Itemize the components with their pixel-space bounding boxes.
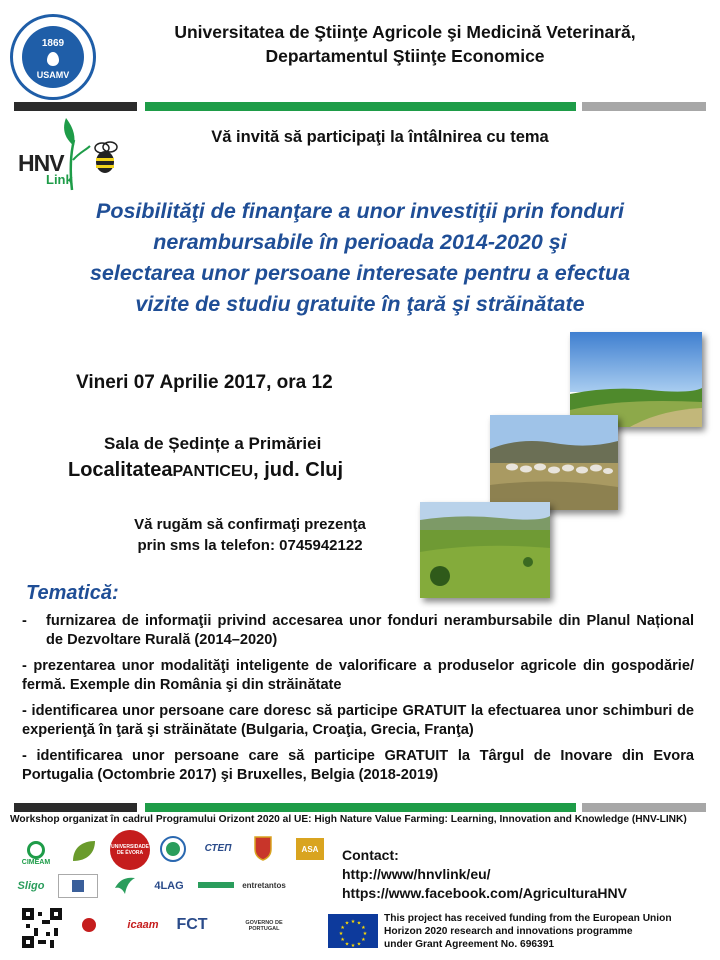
icaam-logo [118,914,168,936]
hnv-link-text: Link [46,172,73,187]
venue-locality-name: PANTICEU [172,463,254,480]
divider-green [145,102,576,111]
sligo-label: Sligo [17,880,45,892]
hnv-letters: HNV [18,150,64,176]
hnv-link-logo [16,116,126,192]
svg-text:★: ★ [361,925,366,931]
svg-text:★: ★ [356,941,362,948]
university-name [100,20,710,68]
entretantos-label: entretantos [242,880,286,890]
list-marker: - [22,613,27,629]
green-partner-icon [196,876,236,894]
university-partner-icon [58,874,98,898]
divider-dark [14,803,137,812]
divider-gray [582,102,706,111]
bird-partner-icon [112,870,138,900]
divider-dark [14,102,137,111]
globe-partner-icon [160,836,186,862]
lag-label: 4LAG [154,880,184,892]
asa-logo [296,838,324,860]
funding-line-3: under Grant Agreement No. 696391 [384,939,555,950]
list-item: - prezentarea unor modalităţi inteligente de valorificare a produselor agricole din gospodărie/ fermă. Exemple din România şi din străinătate [22,658,694,693]
qr-code [22,908,62,948]
confirm-line-1: Vă rugăm să confirmaţi prezenţa [134,516,366,533]
governo-portugal-logo [238,914,290,938]
venue-locality-suffix: , jud. Cluj [253,459,344,481]
step-logo [196,838,240,858]
venue-hall: Sala de Ședințe a Primăriei [104,434,322,453]
svg-text:★: ★ [350,919,356,925]
logo-abbr: USAMV [36,70,70,80]
tematica-heading: Tematică: [26,582,119,604]
invitation-text: Vă invită să participaţi la întâlnirea cu tema [211,128,549,146]
svg-text:★: ★ [340,925,345,931]
svg-text:★: ★ [361,937,366,943]
svg-text:★: ★ [344,920,350,927]
step-label: СТЕП [204,842,232,854]
svg-text:★: ★ [362,931,368,937]
workshop-note: Workshop organizat în cadrul Programului Orizont 2020 al UE: High Nature Value Farming: Learning, Innovation and Knowledge (HNV-LINK) [10,814,687,825]
venue-locality [68,459,408,482]
topics-list [22,612,694,792]
portugal-label: GOVERNO DE PORTUGAL [245,920,283,932]
university-line-2: Departamentul Ştiinţe Economice [265,46,545,66]
logo-year: 1869 [41,38,65,49]
university-line-1: Universitatea de Ştiinţe Agricole şi Medicină Veterinară, [174,22,636,42]
evora-small-icon [82,918,96,932]
list-item: - identificarea unor persoane care să participe GRATUIT la Târgul de Inovare din Evora Portugalia (Octombrie 2017) şi Bruxelles, Belgia (2018-2019) [22,748,694,783]
usamv-logo [10,14,96,100]
svg-text:★: ★ [344,941,350,948]
crest-partner-icon [252,834,274,862]
divider-gray [582,803,706,812]
landscape-photo-fields [570,332,702,427]
theme-title-line: selectarea unor persoane interesate pentru a efectua [89,261,631,285]
contact-website-link[interactable]: http://www/hnvlink/eu/ [342,866,491,882]
entretantos-logo [240,876,288,894]
svg-text:★: ★ [350,943,356,948]
theme-title-line: vizite de studiu gratuite în ţară şi străinătate [135,292,585,316]
theme-title-line: nerambursabile în perioada 2014-2020 şi [153,230,567,254]
leaf-partner-icon [68,836,100,866]
landscape-photo-sheep [490,415,618,510]
theme-title-line: Posibilităţi de finanţare a unor investiţii prin fonduri [96,199,624,223]
venue-locality-prefix: Localitatea [68,459,173,481]
list-item [22,612,694,650]
contact-label: Contact: [342,847,399,863]
confirm-line-2: prin sms la telefon: 0745942122 [137,537,363,554]
evora-label: UNIVERSIDADE DE ÉVORA [111,844,149,856]
topic-text: furnizarea de informaţii privind accesarea unor fonduri nerambursabile din Planul Național de Dezvoltare Rurală (2014–2020) [46,613,694,648]
lag-logo [152,874,186,898]
fct-label: FCT [176,916,208,933]
drop-icon [47,52,59,66]
evora-university-logo [110,830,150,870]
cimeam-logo [20,834,52,872]
contact-facebook-link[interactable]: https://www.facebook.com/AgriculturaHNV [342,885,627,901]
funding-line-2: Horizon 2020 research and innovations programme [384,926,633,937]
icaam-label: icaam [127,919,159,931]
svg-text:★: ★ [356,920,362,927]
svg-text:★: ★ [340,937,345,943]
funding-line-1: This project has received funding from the European Union [384,913,672,924]
confirm-presence [100,514,400,556]
asa-label: ASA [301,844,319,854]
eu-flag-icon [328,914,378,948]
event-date: Vineri 07 Aprilie 2017, ora 12 [76,372,333,393]
contact-block [342,846,712,903]
cimeam-label: CIMEAM [21,858,51,866]
theme-title [40,196,680,320]
funding-statement [384,912,714,951]
list-item: - identificarea unor persoane care doresc să participe GRATUIT la efectuarea unor schimburi de experienţă în ţară şi străinătate (Bulgaria, Croaţia, Grecia, Franţa) [22,703,694,738]
sligo-logo [10,876,52,896]
svg-text:★: ★ [338,931,344,937]
fct-logo [172,914,212,936]
divider-green [145,803,576,812]
landscape-photo-meadow [420,502,550,598]
bee-icon [88,138,122,178]
